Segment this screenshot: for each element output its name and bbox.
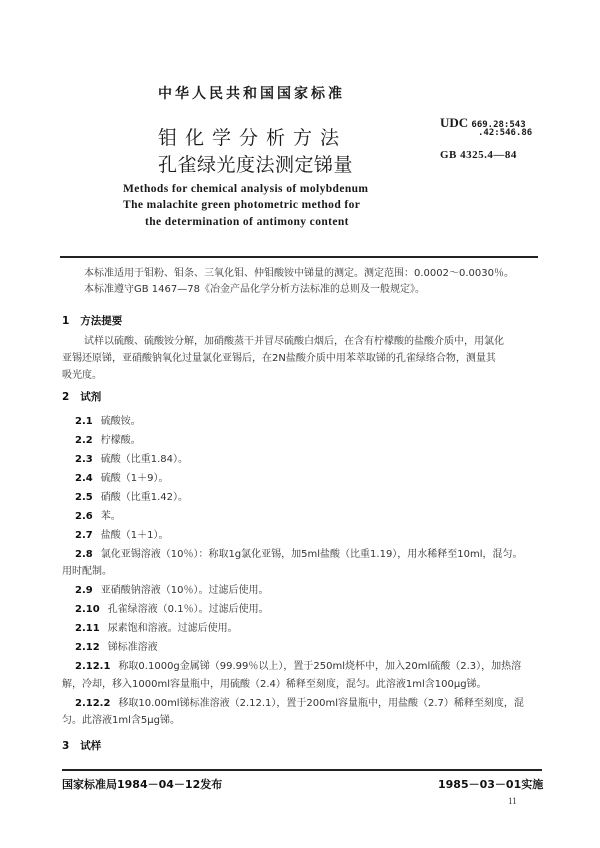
reagent-item: 2.1 硫酸铵。	[75, 416, 141, 427]
reagent-item: 2.8 氯化亚锡溶液（10％）：称取1g氯化亚锡，加5ml盐酸（比重1.19），用水稀释至10ml，混匀。	[75, 549, 523, 560]
header-divider	[60, 256, 538, 258]
effective-date: 1985－03－01实施	[438, 778, 544, 791]
reagent-item: 2.10 孔雀绿溶液（0.1％）。过滤后使用。	[75, 604, 269, 615]
english-title-line1: Methods for chemical analysis of molybdenum	[123, 183, 369, 195]
section-2-heading	[62, 389, 101, 404]
english-title-line3: the determination of antimony content	[145, 216, 349, 228]
section-1-heading	[62, 313, 122, 328]
udc-label: UDC	[440, 115, 469, 130]
section-title: 试样	[80, 740, 102, 752]
section-1-line3: 吸光度。	[62, 370, 102, 381]
doc-title: 钼化学分析方法	[158, 127, 348, 149]
english-title-line2: The malachite green photometric method for	[123, 199, 361, 211]
section-title: 试剂	[80, 391, 102, 403]
national-standard-label: 中华人民共和国国家标准	[158, 86, 345, 102]
issue-date: 国家标准局1984－04－12发布	[62, 778, 223, 791]
section-1-line1: 试样以硫酸、硫酸铵分解，加硝酸蒸干并冒尽硫酸白烟后，在含有柠檬酸的盐酸介质中，用氯化	[84, 336, 504, 347]
intro-reference: 本标准遵守GB 1467—78《冶金产品化学分析方法标准的总则及一般规定》。	[84, 284, 425, 295]
section-3-heading	[62, 738, 101, 753]
reagent-item: 2.6 苯。	[75, 511, 121, 522]
section-number: 1	[62, 315, 70, 327]
reagent-item-continuation: 用时配制。	[62, 566, 112, 577]
reagent-item: 2.9 亚硝酸钠溶液（10％）。过滤后使用。	[75, 585, 269, 596]
gb-standard-number: GB 4325.4—84	[440, 149, 517, 161]
reagent-item: 2.7 盐酸（1＋1）。	[75, 530, 169, 541]
reagent-item: 2.3 硫酸（比重1.84）。	[75, 454, 188, 465]
reagent-item: 2.5 硝酸（比重1.42）。	[75, 492, 188, 503]
reagent-item-continuation: 匀。此溶液1ml含5μg锑。	[62, 715, 180, 726]
udc-code-line2: .42:546.86	[478, 128, 533, 138]
doc-subtitle: 孔雀绿光度法测定锑量	[158, 154, 354, 176]
udc-code-line1: 669.28:543	[471, 120, 526, 130]
section-number: 3	[62, 740, 70, 752]
reagent-item: 2.2 柠檬酸。	[75, 435, 141, 446]
reagent-item: 2.11 尿素饱和溶液。过滤后使用。	[75, 623, 238, 634]
footer-divider	[62, 769, 542, 771]
section-title: 方法提要	[80, 315, 123, 327]
section-number: 2	[62, 391, 70, 403]
section-1-line2: 亚锡还原锑，亚硝酸钠氧化过量氯化亚锡后，在2N盐酸介质中用苯萃取锑的孔雀绿络合物，测量其	[62, 353, 496, 364]
page-number: 11	[508, 796, 517, 806]
reagent-item: 2.4 硫酸（1＋9）。	[75, 473, 169, 484]
reagent-item: 2.12.2 移取10.00ml锑标准溶液（2.12.1），置于200ml容量瓶中，用盐酸（2.7）稀释至刻度，混	[75, 698, 524, 709]
intro-scope: 本标准适用于钼粉、钼条、三氧化钼、仲钼酸铵中锑量的测定。测定范围：0.0002～0.0030％。	[84, 268, 514, 279]
reagent-item: 2.12 锑标准溶液	[75, 642, 158, 653]
reagent-item-continuation: 解，冷却，移入1000ml容量瓶中，用硫酸（2.4）稀释至刻度，混匀。此溶液1ml含100μg锑。	[62, 679, 487, 690]
reagent-item: 2.12.1 称取0.1000g金属锑（99.99％以上），置于250ml烧杯中，加入20ml硫酸（2.3），加热溶	[75, 661, 522, 672]
